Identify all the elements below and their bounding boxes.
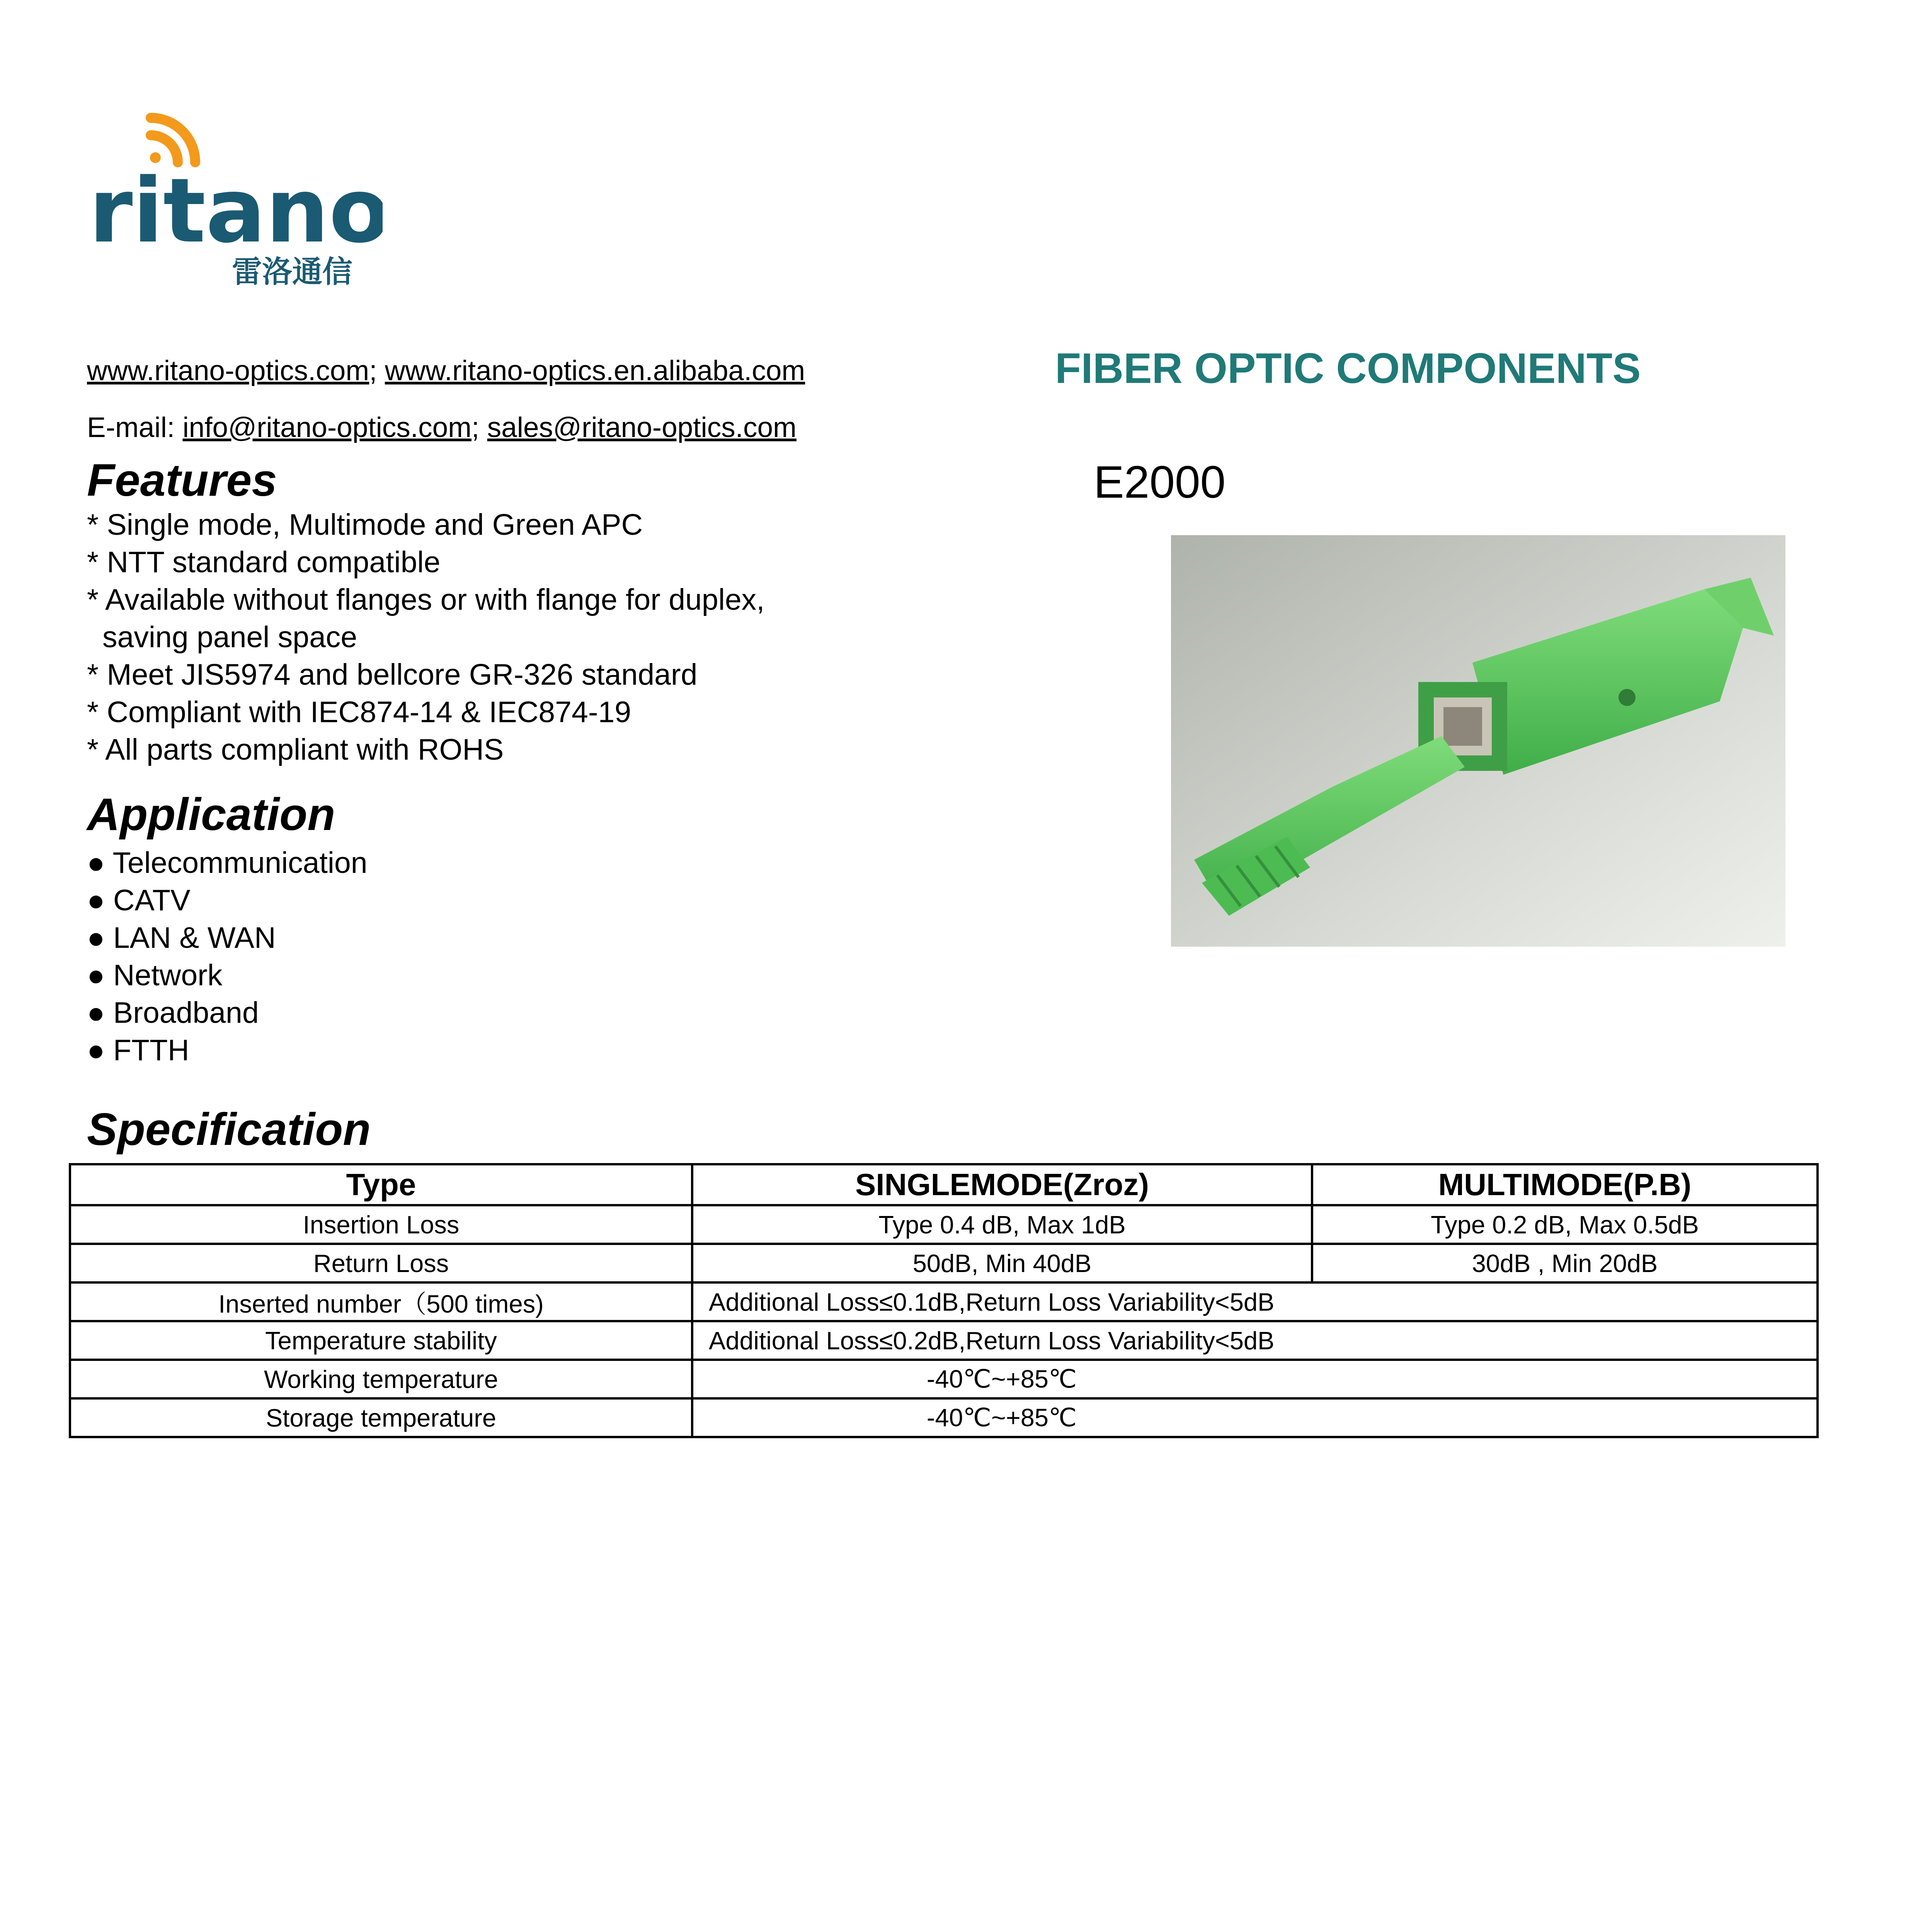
application-list	[87, 844, 368, 1069]
table-cell: Return Loss	[70, 1244, 692, 1282]
table-cell: Type 0.2 dB, Max 0.5dB	[1312, 1205, 1818, 1244]
brand-subtitle: 雷洛通信	[232, 255, 353, 289]
table-row	[70, 1360, 1818, 1398]
table-cell: Working temperature	[70, 1360, 692, 1398]
list-item: * NTT standard compatible	[87, 546, 441, 579]
table-header-row	[70, 1164, 1818, 1205]
e2000-adapter-image	[1171, 535, 1785, 947]
specification-table	[69, 1163, 1819, 1438]
list-item: ● CATV	[87, 884, 191, 917]
specification-heading: Specification	[87, 1104, 371, 1155]
column-header: SINGLEMODE(Zroz)	[692, 1164, 1312, 1205]
table-row	[70, 1244, 1818, 1282]
features-heading: Features	[87, 455, 277, 506]
list-item: * Compliant with IEC874-14 & IEC874-19	[87, 696, 631, 729]
table-row	[70, 1282, 1818, 1321]
model-title: E2000	[1094, 457, 1226, 508]
table-row	[70, 1321, 1818, 1360]
list-item: ● Telecommunication	[87, 846, 368, 879]
sales-email-link[interactable]: sales@ritano-optics.com	[487, 412, 797, 443]
separator: ;	[369, 355, 377, 386]
info-email-link[interactable]: info@ritano-optics.com	[182, 412, 472, 443]
application-heading: Application	[87, 789, 335, 840]
logo-graphic	[89, 112, 383, 290]
list-item: saving panel space	[102, 621, 357, 654]
table-cell: -40℃~+85℃	[692, 1398, 1818, 1437]
email-line	[87, 412, 797, 444]
list-item: * Single mode, Multimode and Green APC	[87, 508, 643, 541]
website-link[interactable]: www.ritano-optics.com	[87, 355, 369, 386]
table-row	[70, 1205, 1818, 1244]
table-cell: Storage temperature	[70, 1398, 692, 1437]
table-cell: Temperature stability	[70, 1321, 692, 1360]
features-list	[87, 506, 765, 769]
table-cell: -40℃~+85℃	[692, 1360, 1818, 1398]
column-header: MULTIMODE(P.B)	[1312, 1164, 1818, 1205]
separator: ;	[471, 412, 480, 443]
email-label: E-mail:	[87, 412, 175, 443]
product-photo	[1171, 535, 1785, 947]
column-header: Type	[70, 1164, 692, 1205]
table-cell: Insertion Loss	[70, 1205, 692, 1244]
table-cell: 30dB , Min 20dB	[1312, 1244, 1818, 1282]
website-line	[87, 355, 805, 387]
table-cell: Additional Loss≤0.1dB,Return Loss Variability<5dB	[692, 1282, 1818, 1321]
list-item: * Available without flanges or with flange for duplex,	[87, 583, 765, 616]
alibaba-link[interactable]: www.ritano-optics.en.alibaba.com	[385, 355, 805, 386]
signal-waves-icon	[150, 118, 195, 163]
list-item: ● LAN & WAN	[87, 921, 276, 954]
list-item: * All parts compliant with ROHS	[87, 733, 504, 766]
list-item: ● Broadband	[87, 996, 259, 1029]
table-cell: Type 0.4 dB, Max 1dB	[692, 1205, 1312, 1244]
ritano-logo	[89, 112, 383, 290]
table-row	[70, 1398, 1818, 1437]
table-cell: Inserted number（500 times)	[70, 1282, 692, 1321]
list-item: ● Network	[87, 959, 223, 992]
brand-wordmark: ritano	[89, 160, 383, 263]
category-title: FIBER OPTIC COMPONENTS	[1055, 345, 1641, 392]
list-item: * Meet JIS5974 and bellcore GR-326 standard	[87, 658, 698, 691]
table-cell: 50dB, Min 40dB	[692, 1244, 1312, 1282]
table-cell: Additional Loss≤0.2dB,Return Loss Variability<5dB	[692, 1321, 1818, 1360]
list-item: ● FTTH	[87, 1034, 189, 1067]
